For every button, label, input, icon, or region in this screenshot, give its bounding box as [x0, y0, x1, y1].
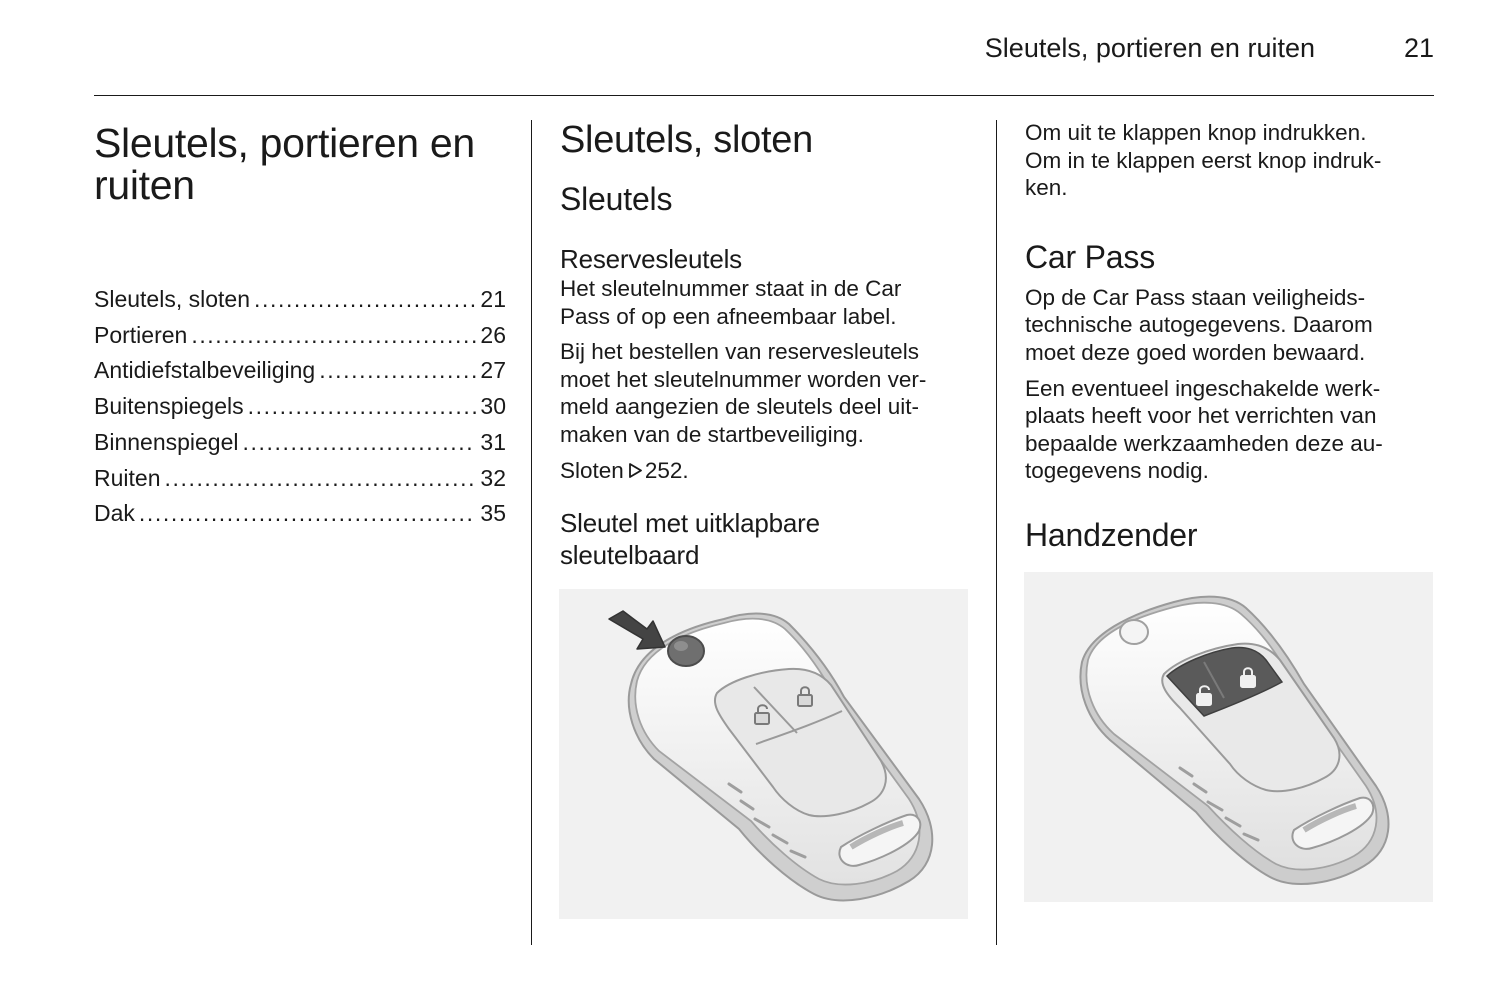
column-divider-1 — [531, 120, 532, 945]
text-line: bepaalde werkzaamheden deze au- — [1025, 430, 1383, 456]
toc-entry[interactable] — [94, 461, 506, 497]
car-pass-paragraph-1 — [1025, 284, 1435, 367]
toc-entry-page: 21 — [480, 286, 506, 312]
toc-leader-dots — [254, 282, 476, 318]
toc-entry-page: 26 — [480, 321, 506, 348]
text-line: plaats heeft voor het verrichten van — [1025, 403, 1377, 429]
subsection-title: Sleutels — [560, 181, 673, 217]
cross-reference-page: 252. — [644, 457, 689, 483]
chapter-title-line: ruiten — [94, 162, 195, 208]
text-line: Pass of op een afneembaar label. — [560, 303, 897, 329]
toc-entry-label: Ruiten — [94, 464, 161, 491]
reserve-keys-heading: Reservesleutels — [560, 244, 742, 274]
toc-entry[interactable] — [94, 318, 506, 354]
page-number: 21 — [1403, 33, 1434, 63]
toc-leader-dots — [248, 389, 477, 425]
text-line: moet het sleutelnummer worden ver- — [560, 366, 927, 392]
toc-entry-label: Binnenspiegel — [94, 428, 239, 455]
toc-entry-label: Portieren — [94, 321, 188, 348]
car-pass-paragraph-2 — [1025, 375, 1435, 485]
toc-entry[interactable] — [94, 282, 506, 318]
text-line: Op de Car Pass staan veiligheids- — [1025, 284, 1366, 310]
running-header-title: Sleutels, portieren en ruiten — [984, 33, 1315, 63]
keys-column — [560, 112, 970, 571]
column-divider-2 — [996, 120, 997, 945]
text-line: Om uit te klappen knop indrukken. — [1025, 120, 1367, 145]
chapter-title — [94, 122, 506, 206]
toc-entry-label: Sleutels, sloten — [94, 286, 250, 312]
triangle-right-outline-icon — [628, 458, 643, 486]
text-line: Bij het bestellen van reservesleutels — [560, 339, 919, 365]
cross-reference-label: Sloten — [560, 457, 624, 483]
heading-line: sleutelbaard — [560, 540, 700, 571]
chapter-column — [94, 112, 506, 532]
text-line: moet deze goed worden bewaard. — [1025, 339, 1366, 365]
toc-entry-label: Antidiefstalbeveiliging — [94, 357, 316, 384]
text-line: meld aangezien de sleutels deel uit- — [560, 394, 919, 420]
toc-entry[interactable] — [94, 496, 506, 532]
text-line: ken. — [1025, 175, 1068, 201]
remote-control-illustration — [1024, 572, 1433, 902]
text-line: technische autogegevens. Daarom — [1025, 312, 1373, 338]
toc-entry-page: 27 — [480, 357, 506, 384]
folding-key-illustration — [559, 589, 968, 919]
section-title: Sleutels, sloten — [560, 119, 813, 161]
carpass-column — [1025, 112, 1435, 554]
heading-line: Sleutel met uitklapbare — [560, 508, 820, 539]
toc-entry[interactable] — [94, 425, 506, 461]
toc-entry-label: Buitenspiegels — [94, 393, 244, 420]
toc-entry-page: 31 — [480, 428, 506, 455]
reserve-keys-paragraph-1 — [560, 275, 970, 330]
toc-entry-label: Dak — [94, 500, 135, 527]
toc-entry-page: 32 — [480, 464, 506, 491]
toc-entry[interactable] — [94, 389, 506, 425]
text-line: Een eventueel ingeschakelde werk- — [1025, 375, 1381, 401]
text-line: Om in te klappen eerst knop indruk- — [1025, 147, 1382, 173]
table-of-contents — [94, 282, 506, 532]
toc-entry-page: 35 — [480, 500, 506, 527]
toc-entry-page: 30 — [480, 393, 506, 420]
toc-leader-dots — [243, 425, 477, 461]
car-pass-heading: Car Pass — [1025, 238, 1155, 275]
text-line: togegevens nodig. — [1025, 458, 1209, 484]
text-line: Het sleutelnummer staat in de Car — [560, 276, 902, 301]
toc-leader-dots — [139, 496, 477, 532]
toc-entry[interactable] — [94, 353, 506, 389]
header-rule — [94, 95, 1434, 96]
chapter-title-line: Sleutels, portieren en — [94, 120, 475, 166]
toc-leader-dots — [164, 461, 476, 497]
toc-leader-dots — [319, 353, 476, 389]
toc-leader-dots — [191, 318, 476, 354]
fold-instructions — [1025, 119, 1435, 202]
locks-cross-reference[interactable] — [560, 457, 970, 486]
reserve-keys-paragraph-2 — [560, 338, 970, 448]
text-line: maken van de startbeveiliging. — [560, 421, 864, 447]
folding-key-heading — [560, 507, 970, 571]
remote-control-heading: Handzender — [1025, 516, 1198, 553]
